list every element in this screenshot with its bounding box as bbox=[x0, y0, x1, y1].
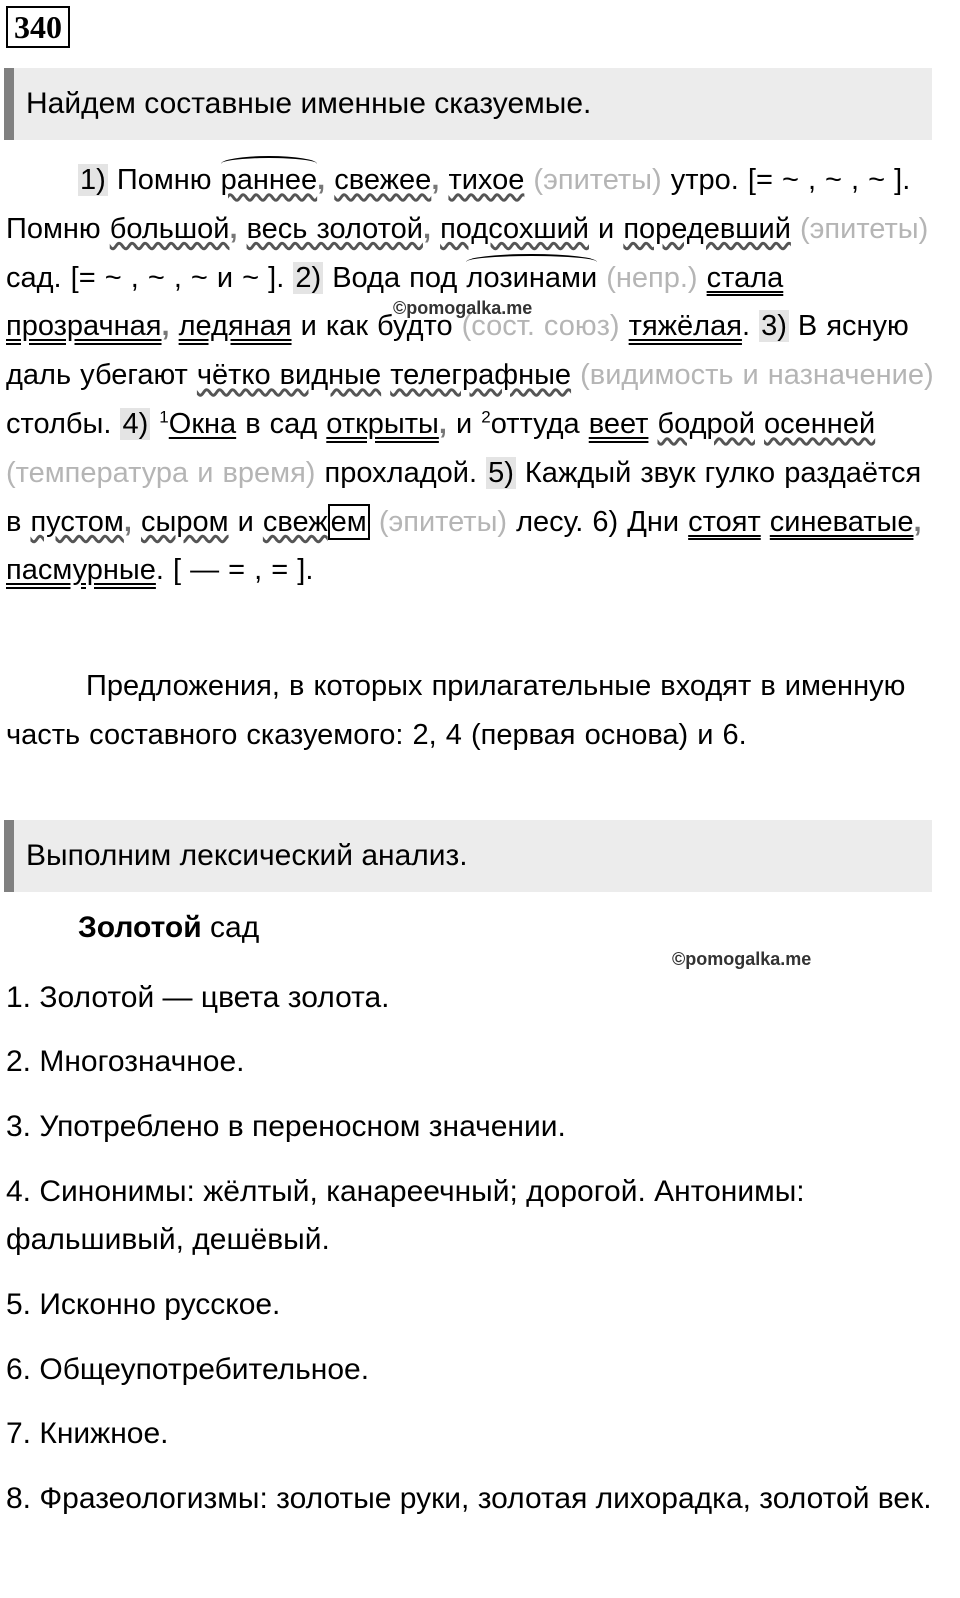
note-epithets: (эпитеты) bbox=[378, 505, 508, 538]
predicate-pasmurnye: пасмурные bbox=[6, 554, 156, 587]
word-chetko-vidnye: чётко видные bbox=[196, 359, 382, 392]
lexical-item-7: 7. Книжное. bbox=[6, 1417, 169, 1450]
word-tikhoe: тихое bbox=[448, 164, 525, 196]
note-temperatura: (температура и время) bbox=[6, 456, 316, 489]
lexical-item-3: 3. Употреблено в переносном значении. bbox=[6, 1110, 566, 1143]
task-number: 340 bbox=[6, 6, 70, 48]
section-banner-lexical: Выполним лексический анализ. bbox=[4, 820, 932, 892]
sentence-number-3: 3) bbox=[761, 310, 787, 343]
word-telegrafnye: телеграфные bbox=[390, 359, 572, 392]
lexical-item-2: 2. Многозначное. bbox=[6, 1045, 245, 1078]
predicate-otkryty: открыты bbox=[326, 407, 439, 440]
ending-box: ем bbox=[328, 504, 370, 540]
predicate-tyazhelaya: тяжёлая bbox=[628, 310, 742, 343]
predicate-sinevatye: синеватые bbox=[769, 505, 914, 538]
predicate-veet: веет bbox=[588, 407, 649, 440]
analysis-paragraph: 1) Помню раннее, свежее, тихое (эпитеты) утро. [= ~ , ~ , ~ ]. Помню большой, весь золотой, подсохший и поредевший (эпитеты) сад. [= ~ , ~ , ~ и ~ ]. 2) Вода под лозинами (непр.) стала прозрачная, ледяная и как будто (сост. союз) тяжёлая. 3) В ясную даль убегают чётко видные телеграфные (видимость и назначение) столбы. 4) $^1$Окна в сад открыты, и $^2$оттуда веет бодрой осенней (температура и время) прохладой. 5) Каждый звук гулко раздаётся в пустом, сыром и свеж ем (эпитеты) лесу. 6) Дни стоят синеватые, пасмурные. [ — = , = ]. bbox=[6, 164, 934, 587]
predicate-ledyanaya: ледяная bbox=[178, 310, 292, 343]
word-poredevshiy: поредевший bbox=[623, 212, 791, 245]
lexical-item-1: 1. Золотой — цвета золота. bbox=[6, 981, 390, 1014]
sentence-number-5: 5) bbox=[488, 456, 514, 489]
word-bolshoy: большой bbox=[109, 212, 230, 245]
lexical-heading: Золотой сад bbox=[78, 911, 260, 944]
watermark: ©pomogalka.me bbox=[393, 298, 533, 318]
word-ves-zolotoy: весь золотой bbox=[246, 212, 423, 245]
heading-word: Золотой bbox=[78, 911, 202, 944]
note-epithets: (эпитеты) bbox=[533, 164, 662, 196]
word-osenney: осенней bbox=[764, 407, 876, 440]
sentence-number-1: 1) bbox=[80, 164, 106, 196]
sentence-number-2: 2) bbox=[295, 261, 322, 294]
subject-okna: Окна bbox=[168, 407, 237, 440]
note-sost-soyuz: (сост. союз) bbox=[461, 310, 620, 343]
predicate-stoyat: стоят bbox=[688, 505, 761, 538]
word-podsokhshiy: подсохший bbox=[440, 212, 589, 245]
note-epithets: (эпитеты) bbox=[799, 212, 929, 245]
word-svezhee: свежее bbox=[334, 164, 432, 196]
note-vidimost: (видимость и назначение) bbox=[580, 359, 934, 392]
conclusion-paragraph: Предложения, в которых прилагательные входят в именную часть составного сказуемого: 2, 4 (первая основа) и 6. bbox=[6, 670, 906, 751]
word-lozinami: лозинами bbox=[466, 261, 598, 294]
word-rannee: раннее bbox=[220, 164, 318, 196]
note-nepr: (непр.) bbox=[606, 261, 698, 294]
word-pustom: пустом bbox=[30, 505, 124, 538]
lexical-item-8: 8. Фразеологизмы: золотые руки, золотая лихорадка, золотой век. bbox=[6, 1482, 932, 1515]
word-bodroy: бодрой bbox=[657, 407, 755, 440]
lexical-item-6: 6. Общеупотребительное. bbox=[6, 1353, 370, 1386]
word-svezh: свеж bbox=[262, 505, 328, 538]
section-banner-predicates: Найдем составные именные сказуемые. bbox=[4, 68, 932, 140]
lexical-item-4: 4. Синонимы: жёлтый, канареечный; дорогой. Антонимы: фальшивый, дешёвый. bbox=[6, 1175, 805, 1256]
word-syrom: сыром bbox=[141, 505, 229, 538]
lexical-item-5: 5. Исконно русское. bbox=[6, 1288, 281, 1321]
sentence-number-4: 4) bbox=[122, 407, 149, 440]
watermark: ©pomogalka.me bbox=[672, 949, 812, 969]
predicate-stala-prozrachnaya: стала прозрачная bbox=[6, 261, 784, 343]
conjunction-kak-budto: как будто bbox=[325, 310, 453, 343]
